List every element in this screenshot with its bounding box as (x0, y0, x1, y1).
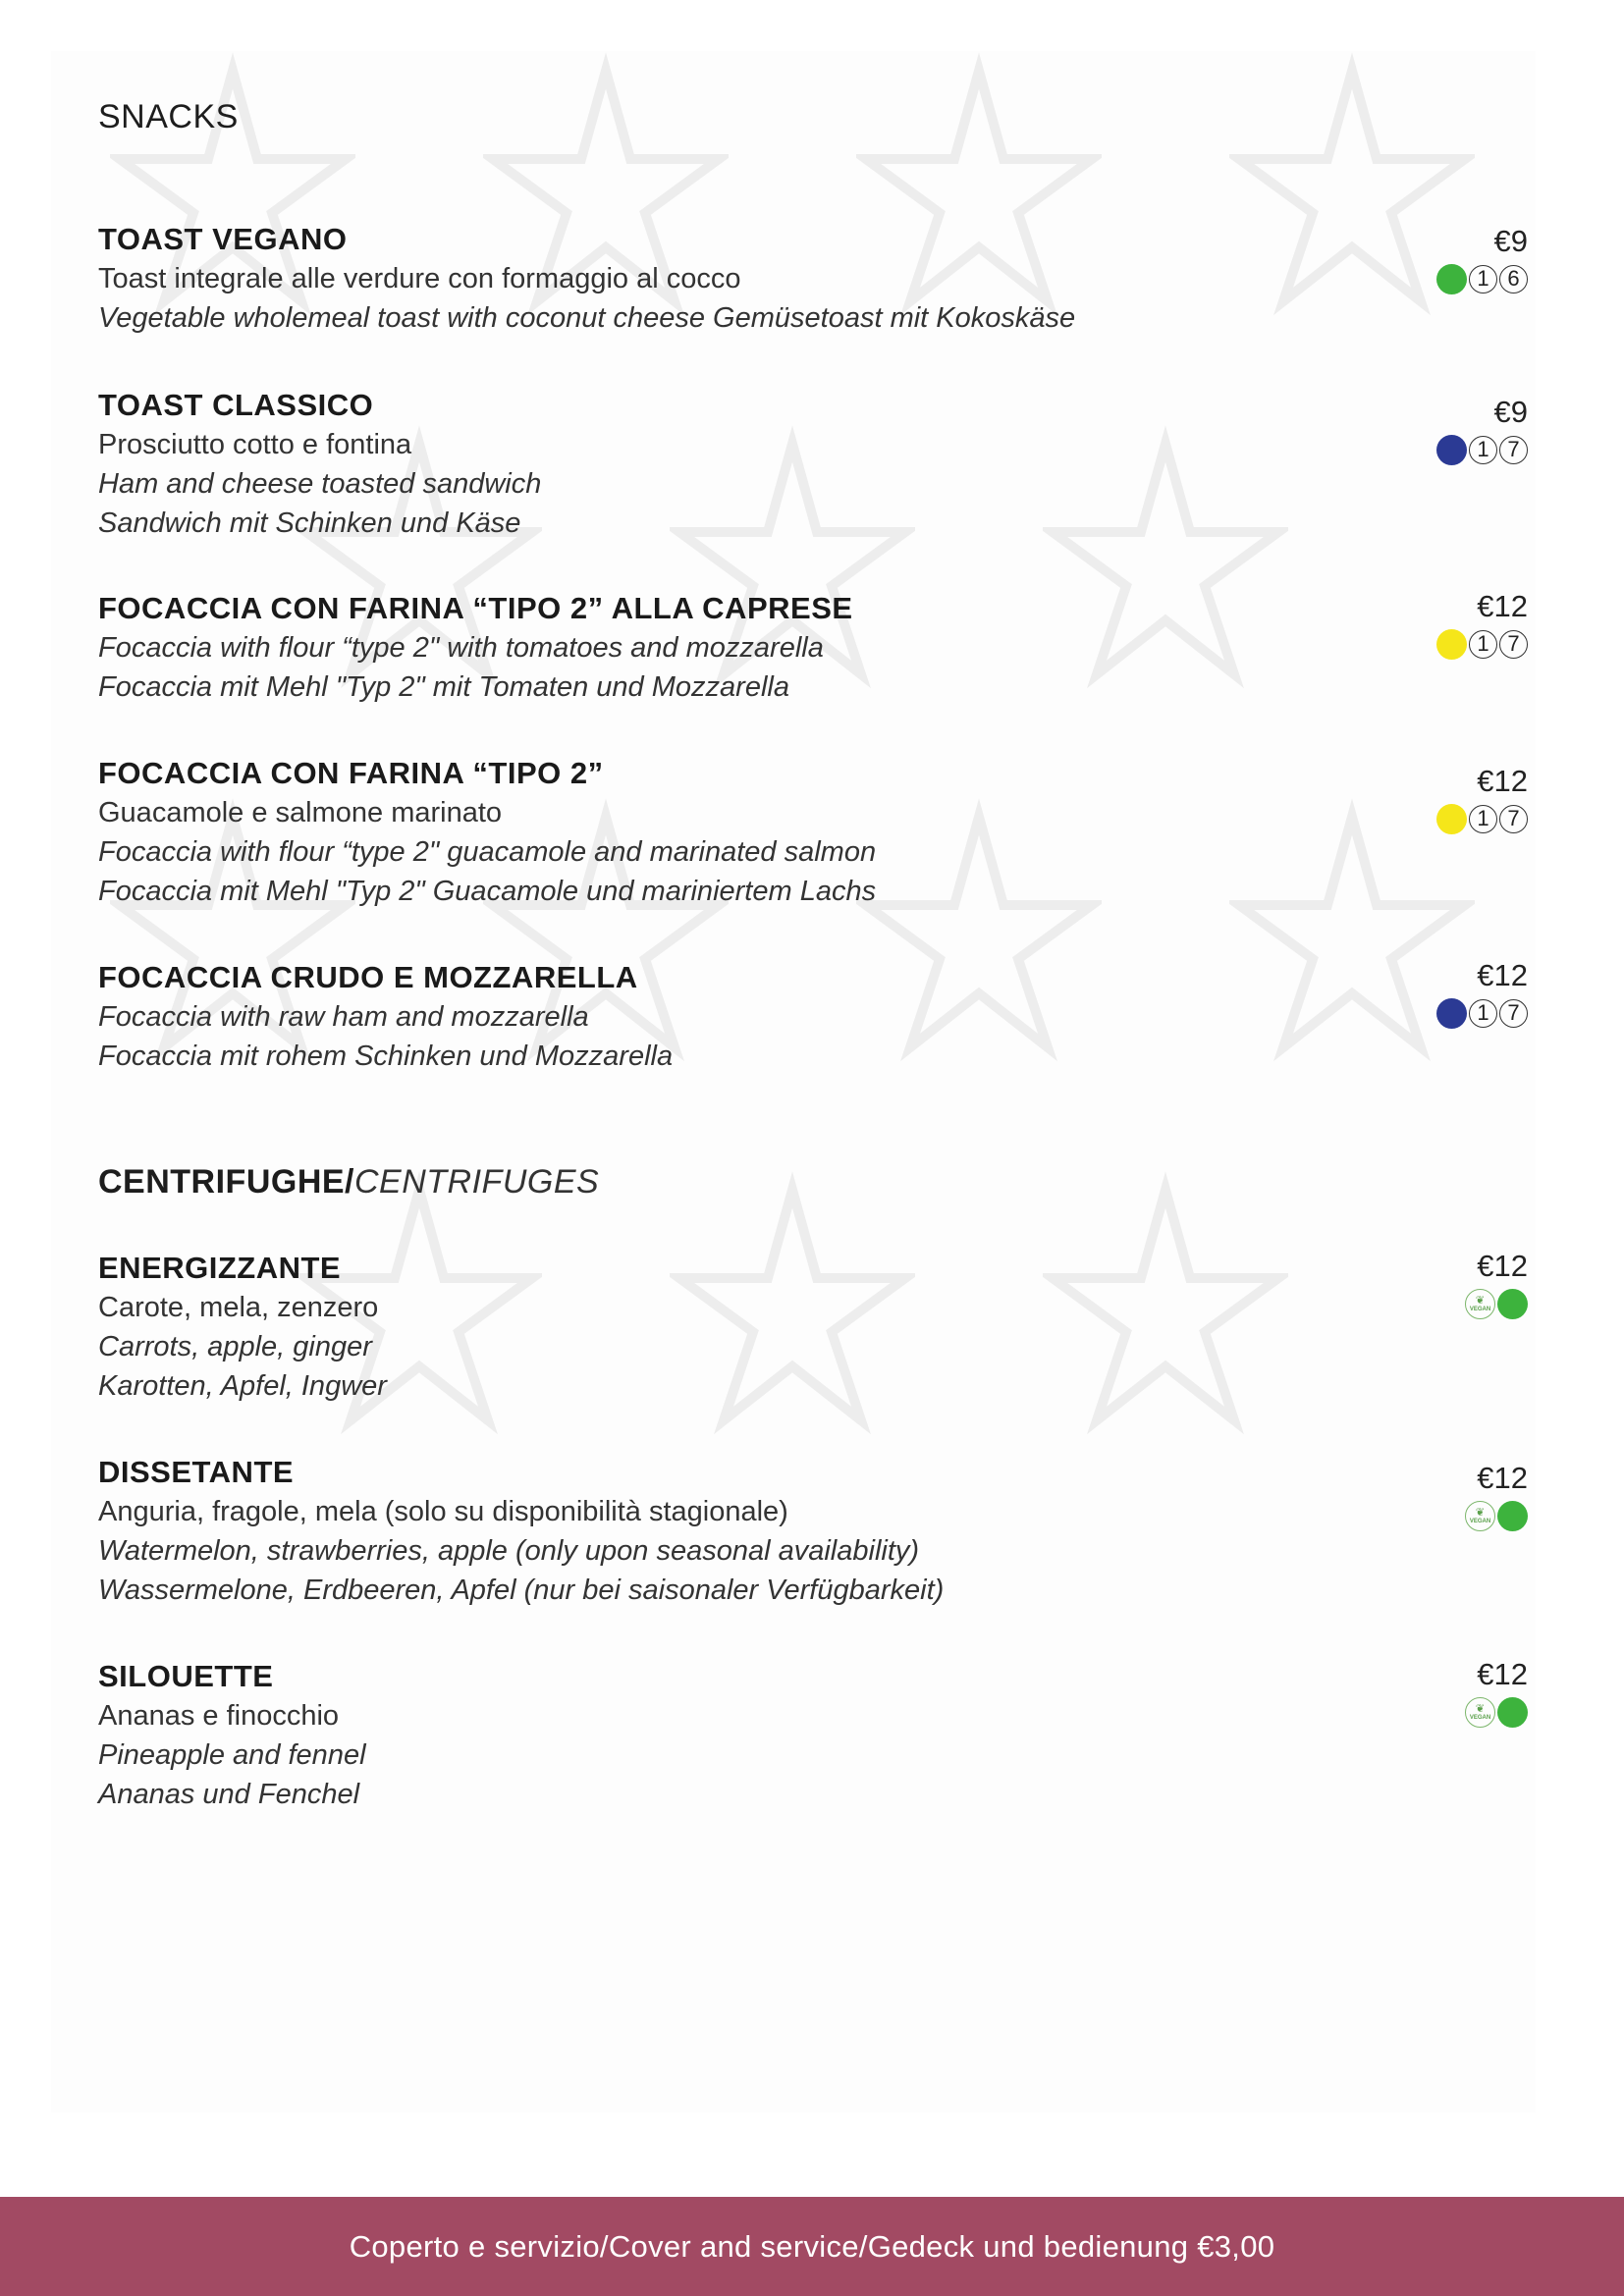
menu-item-translation: Sandwich mit Schinken und Käse (98, 507, 521, 539)
price-column (1380, 1247, 1528, 1321)
menu-item-name: SILOUETTE (98, 1659, 274, 1693)
section-title-main: CENTRIFUGHE/ (98, 1163, 354, 1201)
menu-item-price: €12 (1477, 764, 1528, 798)
menu-item-name: FOCACCIA CRUDO E MOZZARELLA (98, 960, 638, 994)
menu-item-name: FOCACCIA CON FARINA “TIPO 2” (98, 756, 604, 790)
section-title (98, 98, 239, 136)
price-column (1380, 393, 1528, 467)
menu-item-name: TOAST CLASSICO (98, 388, 374, 422)
allergen-number-badge: 1 (1469, 265, 1497, 294)
allergen-number-badge: 7 (1499, 436, 1528, 464)
dietary-markers (1380, 1498, 1528, 1533)
dietary-markers (1380, 1694, 1528, 1730)
allergen-number-badge: 7 (1499, 999, 1528, 1028)
menu-item-translation: Focaccia mit rohem Schinken und Mozzarella (98, 1041, 674, 1072)
menu-item-description: Anguria, fragole, mela (solo su disponibilità stagionale) (98, 1496, 788, 1527)
menu-item (98, 1453, 1528, 1610)
menu-item (98, 220, 1528, 338)
menu-item-name: ENERGIZZANTE (98, 1251, 342, 1285)
dietary-markers (1380, 261, 1528, 296)
footer-bar (0, 2197, 1624, 2296)
menu-item (98, 1249, 1528, 1406)
menu-item-translation: Focaccia mit Mehl "Typ 2" Guacamole und mariniertem Lachs (98, 876, 877, 907)
menu-item-name: TOAST VEGANO (98, 222, 348, 256)
cover-charge-text: Coperto e servizio/Cover and service/Gedeck und bedienung €3,00 (349, 2228, 1275, 2264)
menu-item-price: €9 (1493, 395, 1528, 429)
section-title-sub: CENTRIFUGES (354, 1163, 600, 1201)
menu-item-translation: Ham and cheese toasted sandwich (98, 468, 542, 500)
category-dot-icon (1497, 1289, 1528, 1319)
vegan-label: VEGAN (1469, 1714, 1491, 1721)
category-dot-icon (1436, 629, 1467, 660)
menu-item-translation: Wassermelone, Erdbeeren, Apfel (nur bei saisonaler Verfügbarkeit) (98, 1575, 945, 1606)
menu-item-translation: Watermelon, strawberries, apple (only upon seasonal availability) (98, 1535, 920, 1567)
menu-item-translation: Carrots, apple, ginger (98, 1331, 372, 1362)
category-dot-icon (1436, 264, 1467, 294)
section-title-main: SNACKS (98, 98, 239, 135)
menu-item-price: €12 (1477, 1461, 1528, 1495)
menu-item-translation: Vegetable wholemeal toast with coconut cheese Gemüsetoast mit Kokoskäse (98, 302, 1076, 334)
leaf-icon: ❦ (1475, 1702, 1486, 1715)
dietary-markers (1380, 626, 1528, 662)
price-column (1380, 1459, 1528, 1533)
allergen-number-badge: 1 (1469, 999, 1497, 1028)
menu-item-translation: Ananas und Fenchel (98, 1779, 360, 1810)
menu-item (98, 958, 1528, 1076)
dietary-markers (1380, 1286, 1528, 1321)
menu-item-translation: Karotten, Apfel, Ingwer (98, 1370, 387, 1402)
allergen-number-badge: 7 (1499, 630, 1528, 659)
price-column (1380, 762, 1528, 836)
menu-item-translation: Pineapple and fennel (98, 1739, 366, 1771)
vegan-label: VEGAN (1469, 1518, 1491, 1524)
menu-item (98, 589, 1528, 707)
vegan-leaf-icon (1465, 1289, 1495, 1319)
dietary-markers (1380, 432, 1528, 467)
category-dot-icon (1436, 998, 1467, 1029)
category-dot-icon (1436, 804, 1467, 834)
menu-item-description: Prosciutto cotto e fontina (98, 429, 412, 460)
dietary-markers (1380, 995, 1528, 1031)
vegan-label: VEGAN (1469, 1306, 1491, 1312)
price-column (1380, 587, 1528, 662)
menu-item-price: €12 (1477, 1249, 1528, 1283)
allergen-number-badge: 6 (1499, 265, 1528, 294)
vegan-leaf-icon (1465, 1501, 1495, 1531)
allergen-number-badge: 1 (1469, 436, 1497, 464)
allergen-number-badge: 1 (1469, 805, 1497, 833)
price-column (1380, 222, 1528, 296)
menu-item-price: €12 (1477, 1657, 1528, 1691)
price-column (1380, 956, 1528, 1031)
price-column (1380, 1655, 1528, 1730)
category-dot-icon (1436, 435, 1467, 465)
menu-item-name: DISSETANTE (98, 1455, 295, 1489)
menu-item-description: Ananas e finocchio (98, 1700, 340, 1732)
menu-item-description: Toast integrale alle verdure con formaggio al cocco (98, 263, 741, 294)
menu-item-translation: Focaccia with flour “type 2" with tomatoes and mozzarella (98, 632, 824, 664)
menu-item (98, 754, 1528, 911)
menu-item-description: Guacamole e salmone marinato (98, 797, 503, 828)
category-dot-icon (1497, 1501, 1528, 1531)
allergen-number-badge: 7 (1499, 805, 1528, 833)
section-title (98, 1163, 599, 1201)
category-dot-icon (1497, 1697, 1528, 1728)
menu-item-translation: Focaccia mit Mehl "Typ 2" mit Tomaten und Mozzarella (98, 671, 789, 703)
menu-item-translation: Focaccia with flour “type 2" guacamole and marinated salmon (98, 836, 877, 868)
leaf-icon: ❦ (1475, 1506, 1486, 1519)
menu-item (98, 386, 1528, 543)
menu-item-price: €12 (1477, 589, 1528, 623)
menu-item-price: €12 (1477, 958, 1528, 992)
menu-item (98, 1657, 1528, 1814)
leaf-icon: ❦ (1475, 1294, 1486, 1307)
dietary-markers (1380, 801, 1528, 836)
menu-item-name: FOCACCIA CON FARINA “TIPO 2” ALLA CAPRESE (98, 591, 853, 625)
vegan-leaf-icon (1465, 1697, 1495, 1728)
menu-item-translation: Focaccia with raw ham and mozzarella (98, 1001, 589, 1033)
menu-item-description: Carote, mela, zenzero (98, 1292, 379, 1323)
allergen-number-badge: 1 (1469, 630, 1497, 659)
menu-item-price: €9 (1493, 224, 1528, 258)
